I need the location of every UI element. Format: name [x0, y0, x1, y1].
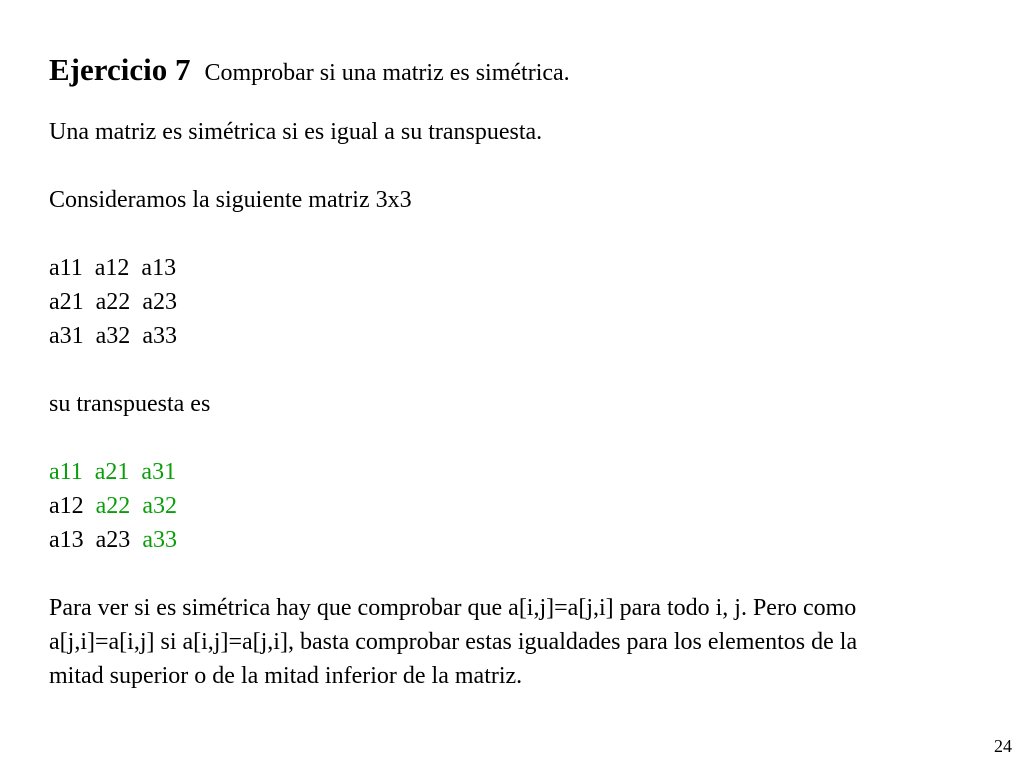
transpose-cell-highlighted: a22	[95, 493, 131, 519]
page-number: 24	[994, 736, 1012, 756]
transpose-cell: a23	[95, 527, 131, 553]
exercise-subtitle: Comprobar si una matriz es simétrica.	[204, 60, 570, 86]
slide-content	[49, 50, 1009, 693]
matrix-row	[49, 285, 1009, 319]
transpose-row	[49, 523, 1009, 557]
transpose-row	[49, 455, 1009, 489]
transpose-cell-highlighted: a32	[142, 493, 177, 519]
transpose-cell-highlighted: a21	[94, 459, 130, 485]
transpose-cell: a13	[49, 527, 84, 553]
matrix-cell: a11	[49, 255, 83, 281]
intro-text: Consideramos la siguiente matriz 3x3	[49, 187, 412, 213]
transpose-matrix	[49, 455, 1009, 557]
exercise-title: Ejercicio 7	[49, 52, 191, 87]
matrix-cell: a33	[142, 323, 177, 349]
matrix-cell: a31	[49, 323, 84, 349]
matrix-row	[49, 251, 1009, 285]
transpose-cell-highlighted: a33	[142, 527, 177, 553]
matrix-cell: a12	[94, 255, 130, 281]
definition-text: Una matriz es simétrica si es igual a su transpuesta.	[49, 119, 543, 145]
matrix-row	[49, 319, 1009, 353]
exercise-heading	[49, 50, 1009, 93]
conclusion-line: Para ver si es simétrica hay que comprobar que a[i,j]=a[j,i] para todo i, j. Pero como	[49, 595, 857, 621]
matrix-cell: a21	[49, 289, 84, 315]
matrix-cell: a23	[142, 289, 177, 315]
conclusion-line: mitad superior o de la mitad inferior de la matriz.	[49, 663, 523, 689]
matrix-cell: a13	[141, 255, 177, 281]
transpose-cell-highlighted: a11	[49, 459, 83, 485]
matrix-cell: a32	[95, 323, 131, 349]
transpose-cell-highlighted: a31	[141, 459, 177, 485]
transpose-cell: a12	[49, 493, 84, 519]
original-matrix	[49, 251, 1009, 353]
matrix-cell: a22	[95, 289, 131, 315]
conclusion-paragraph	[49, 591, 1009, 693]
transpose-row	[49, 489, 1009, 523]
transpose-label: su transpuesta es	[49, 391, 211, 417]
conclusion-line: a[j,i]=a[i,j] si a[i,j]=a[j,i], basta comprobar estas igualdades para los elementos de la	[49, 629, 858, 655]
